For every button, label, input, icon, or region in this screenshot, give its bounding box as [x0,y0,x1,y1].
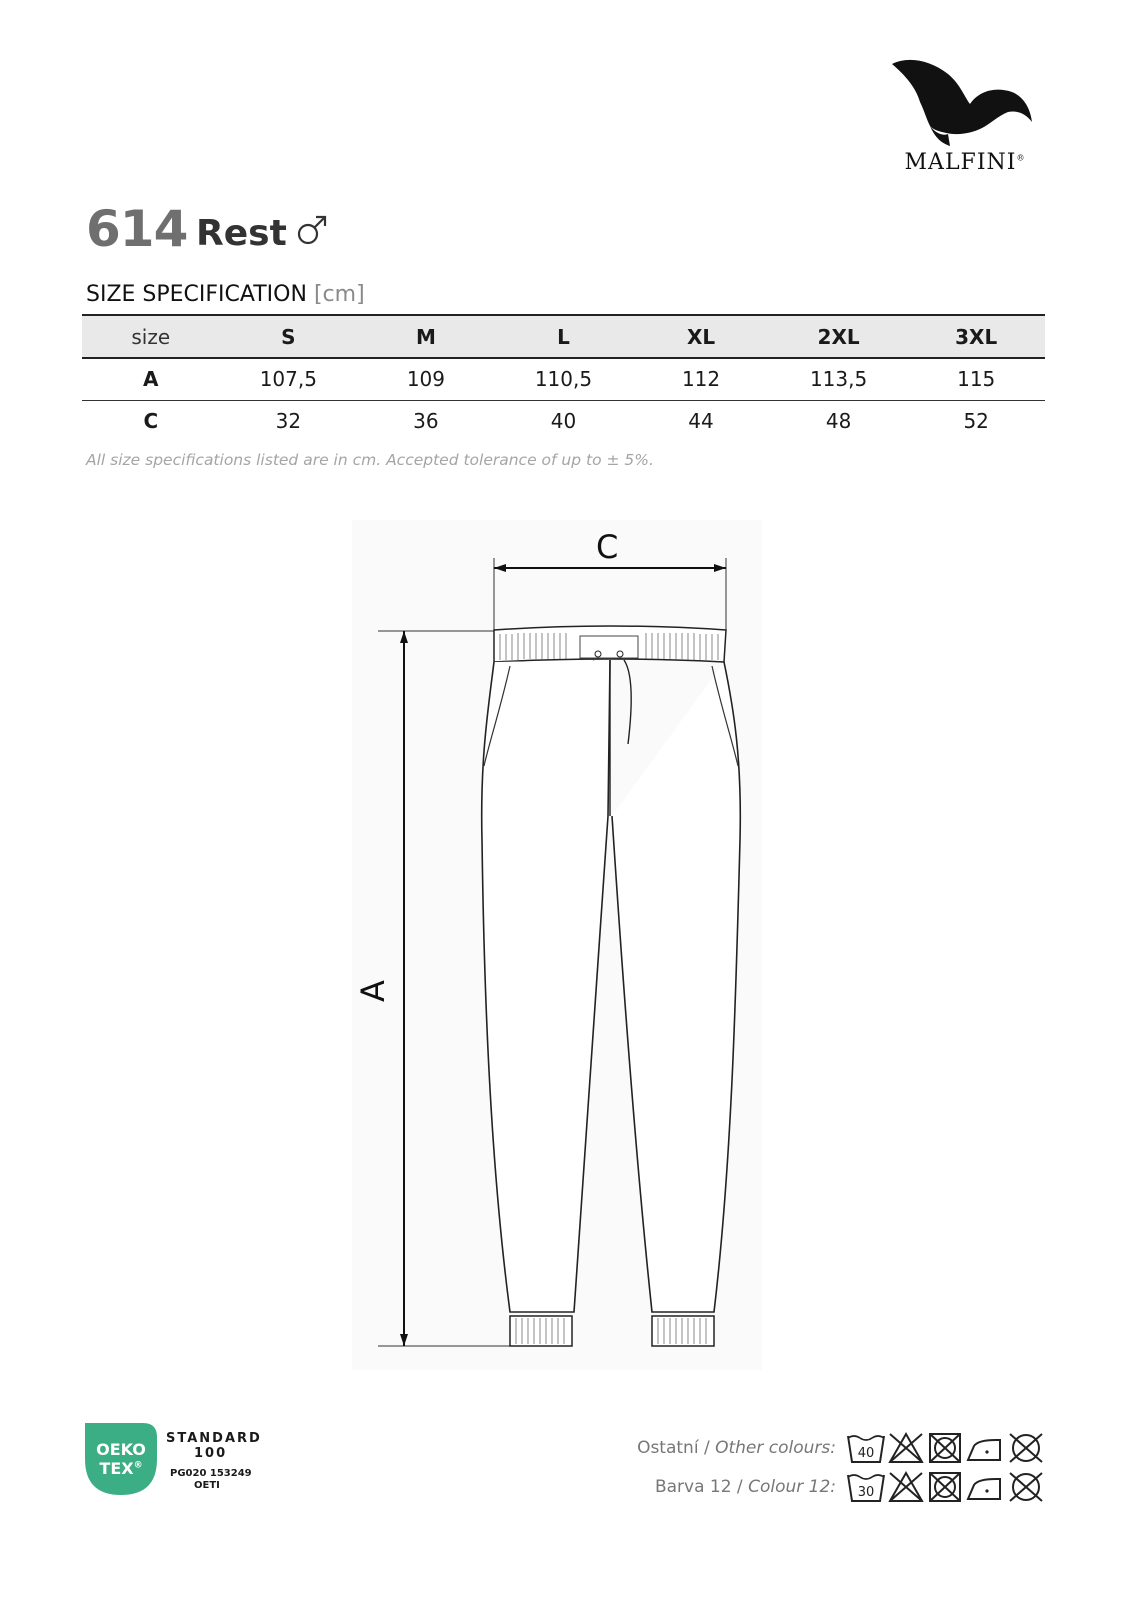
certificate-code: PG020 153249 [170,1468,252,1479]
certificate-org: OETI [194,1480,220,1491]
oeko-label: OEKO [96,1440,146,1459]
table-cell: 44 [688,409,714,434]
table-cell: 110,5 [495,358,633,400]
dimension-a-label: A [353,980,392,1002]
wash-icon [848,1475,884,1501]
no-bleach-icon [890,1434,922,1462]
table-cell: 107,5 [220,358,358,400]
product-number: 614 [86,200,188,258]
table-cell: 32 [275,409,302,434]
no-dry-clean-icon [1010,1434,1042,1462]
size-spec-title: SIZE SPECIFICATION [86,282,307,307]
pants-diagram [352,520,762,1370]
column-header: 2XL [770,315,908,358]
size-spec-unit: [cm] [313,282,365,307]
no-tumble-dry-icon [930,1434,960,1462]
care-symbols-other [846,1430,1046,1464]
column-header: XL [632,315,770,358]
product-name: Rest [196,213,287,254]
dimension-c-label: C [596,528,619,566]
male-icon [296,212,328,248]
care-other-colours-label: Ostatní / Other colours: [637,1438,836,1458]
table-cell: 115 [907,358,1045,400]
table-row [82,358,1045,400]
iron-low-icon [968,1440,1000,1460]
no-bleach-icon [890,1473,922,1501]
wash-icon [848,1436,884,1462]
column-header: 3XL [907,315,1045,358]
column-header: M [357,315,495,358]
iron-low-icon [968,1479,1000,1499]
care-symbols-colour12 [846,1469,1046,1503]
table-row [82,400,1045,442]
table-cell: 48 [825,409,852,434]
table-cell: 112 [632,358,770,400]
table-cell: 36 [413,409,439,434]
table-cell: 52 [963,409,989,434]
wash-temp: 30 [857,1485,875,1500]
standard-number: 100 [194,1446,228,1461]
brand-wordmark: MALFINI® [904,150,1026,175]
column-header: L [495,315,633,358]
column-header: S [220,315,358,358]
table-cell: 113,5 [770,358,908,400]
size-table [82,314,1045,442]
table-cell: 40 [550,409,577,434]
table-header-row [82,315,1045,358]
size-spec-heading [86,282,365,307]
wash-temp: 40 [857,1446,875,1461]
standard-label: STANDARD [166,1431,262,1446]
tex-label: TEX® [99,1459,143,1478]
column-header: size [82,315,220,358]
no-tumble-dry-icon [930,1473,960,1501]
row-label: A [82,358,220,400]
row-label: C [143,409,159,434]
care-colour12-label: Barva 12 / Colour 12: [654,1477,836,1497]
no-dry-clean-icon [1010,1473,1042,1501]
table-cell: 109 [357,358,495,400]
tolerance-note: All size specifications listed are in cm. Accepted tolerance of up to ± 5%. [86,451,654,469]
